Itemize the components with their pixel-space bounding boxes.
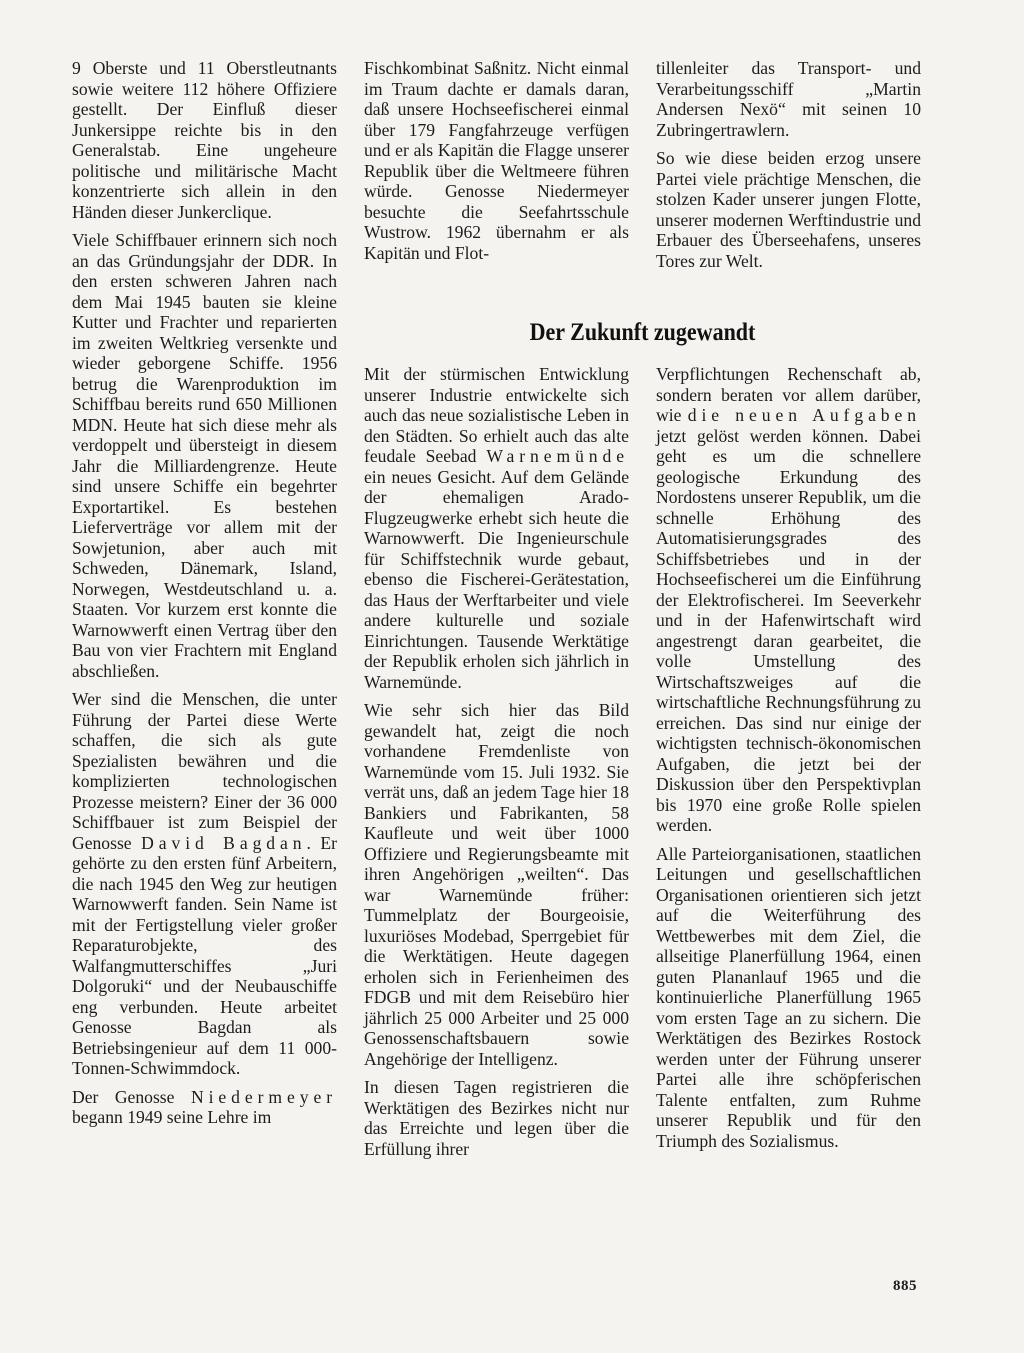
section-heading: Der Zukunft zugewandt <box>529 319 756 346</box>
text-run: Mit der stürmischen Entwicklung unserer Industrie entwickelte sich auch das neue sozialistische Leben in den Städten. So erhielt auch das alte feudale Seebad <box>364 364 629 466</box>
text-run: begann 1949 seine Lehre im <box>72 1107 272 1127</box>
page-number: 885 <box>893 1278 917 1294</box>
text-run: . Er gehörte zu den ersten fünf Arbeitern, die nach 1945 den Weg zur heutigen Warnowwerft fanden. Sein Name ist mit der Fertigstellung vieler großer Reparaturobjekte, des Walfangmutterschiffes „Juri Dolgoruki“ und der Neubauschiffe eng verbunden. Heute arbeitet Genosse Bagdan als Betriebsingenieur auf dem 11 000-Tonnen-Schwimmdock. <box>72 832 337 1078</box>
paragraph: 9 Oberste und 11 Oberstleutnants sowie weitere 112 höhere Offiziere gestellt. Der Einfluß dieser Junkersippe reichte bis in den Generalstab. Eine ungeheure politische und militärische Macht konzentrierte sich allein in den Händen dieser Junkerclique. <box>72 58 337 222</box>
emphasized-name: David Bagdan <box>141 832 307 853</box>
paragraph <box>364 364 629 692</box>
paragraph <box>72 1087 337 1128</box>
column-2-top <box>364 58 629 271</box>
paragraph: tillenleiter das Transport- und Verarbeitungsschiff „Martin Andersen Nexö“ mit seinen 10 Zubringertrawlern. <box>656 58 921 140</box>
text-run: Wer sind die Menschen, die unter Führung der Partei diese Werte schaffen, die sich als gute Spezialisten bewähren und die komplizierten technologischen Prozesse meistern? Einer der 36 000 Schiffbauer ist zum Beispiel der Genosse <box>72 689 337 853</box>
paragraph: Viele Schiffbauer erinnern sich noch an das Gründungsjahr der DDR. In den ersten schweren Jahren nach dem Mai 1945 bauten sie kleine Kutter und Frachter und reparierten im zweiten Weltkrieg versenkte und wieder geborgene Schiffe. 1956 betrug die Warenproduktion im Schiffbau bereits rund 650 Millionen MDN. Heute hat sich diese mehr als verdoppelt und übersteigt in diesem Jahr die Milliardengrenze. Heute sind unsere Schiffe ein begehrter Exportartikel. Es bestehen Lieferverträge vor allem mit der Sowjetunion, aber auch mit Schweden, Dänemark, Island, Norwegen, Westdeutschland u. a. Staaten. Vor kurzem erst konnte die Warnowwerft einen Vertrag über den Bau von vier Frachtern mit England abschließen. <box>72 230 337 681</box>
paragraph: So wie diese beiden erzog unsere Partei viele prächtige Menschen, die stolzen Kader unserer jungen Flotte, unserer modernen Werftindustrie und Erbauer des Überseehafens, unseres Tores zur Welt. <box>656 148 921 271</box>
emphasized-phrase: die neuen Aufgaben <box>687 405 921 425</box>
text-run: Verpflichtungen Rechenschaft ab, sondern beraten vor allem darüber, wie <box>656 364 921 425</box>
column-1 <box>72 58 337 1136</box>
text-run: ein neues Gesicht. Auf dem Gelände der ehemaligen Arado-Flugzeugwerke erhebt sich heute die Warnowwerft. Die Ingenieurschule für Schiffstechnik wurde gebaut, ebenso die Fischerei-Gerätestation, das Haus der Werftarbeiter und viele andere kulturelle und soziale Einrichtungen. Tausende Werktätige der Republik erholen sich jährlich in Warnemünde. <box>364 466 629 692</box>
paragraph: Wie sehr sich hier das Bild gewandelt hat, zeigt die noch vorhandene Fremdenliste von Warnemünde vom 15. Juli 1932. Sie verrät uns, daß an jedem Tage hier 18 Bankiers und Fabrikanten, 58 Kaufleute und weit über 1000 Offiziere und Regierungsbeamte mit ihren Angehörigen „weilten“. Das war Warnemünde früher: Tummelplatz der Bourgeoisie, luxuriöses Modebad, Sperrgebiet für die Werktätigen. Heute dagegen erholen sich in Ferienheimen des FDGB und mit dem Reisebüro hier jährlich 25 000 Arbeiter und 25 000 Genossenschaftsbauern sowie Angehörige der Intelligenz. <box>364 700 629 1069</box>
emphasized-name: Niedermeyer <box>190 1086 337 1107</box>
text-run: Der Genosse <box>72 1086 175 1107</box>
paragraph: Fischkombinat Saßnitz. Nicht einmal im Traum dachte er damals daran, daß unsere Hochseefischerei einmal über 179 Fangfahrzeuge verfügen und er als Kapitän die Flagge unserer Republik über die Weltmeere führen würde. Genosse Niedermeyer besuchte die Seefahrtsschule Wustrow. 1962 übernahm er als Kapitän und Flot- <box>364 58 629 263</box>
column-2-bottom <box>364 364 629 1167</box>
emphasized-name: Warnemünde <box>486 446 629 466</box>
paragraph <box>72 689 337 1079</box>
column-3-top <box>656 58 921 279</box>
paragraph: Alle Parteiorganisationen, staatlichen Leitungen und gesellschaftlichen Organisationen orientieren sich jetzt auf die Weiterführung des Wettbewerbes mit dem Ziel, die allseitige Planerfüllung 1964, einen guten Plananlauf 1965 und die kontinuierliche Planerfüllung 1965 vom ersten Tage an zu sichern. Die Werktätigen des Bezirkes Rostock werden unter der Führung unserer Partei alle ihre schöpferischen Talente entfalten, zum Ruhme unserer Republik und für den Triumph des Sozialismus. <box>656 843 921 1151</box>
column-3-bottom <box>656 364 921 1159</box>
text-run: jetzt gelöst werden können. Dabei geht es um die schnellere geologische Erkundung des Nordostens unserer Republik, um die schnelle Erhöhung des Automatisierungsgrades des Schiffsbetriebes und in der Hochseefischerei um die Einführung der Elektrofischerei. Im Seeverkehr und in der Hafenwirtschaft wird angestrengt daran gearbeitet, die volle Umstellung des Wirtschaftszweiges auf die wirtschaftliche Rechnungsführung zu erreichen. Das sind nur einige der wichtigsten technisch-ökonomischen Aufgaben, die jetzt bei der Diskussion über den Perspektivplan bis 1970 eine große Rolle spielen werden. <box>656 425 921 835</box>
paragraph: In diesen Tagen registrieren die Werktätigen des Bezirkes nicht nur das Erreichte und legen über die Erfüllung ihrer <box>364 1077 629 1159</box>
paragraph <box>656 364 921 836</box>
